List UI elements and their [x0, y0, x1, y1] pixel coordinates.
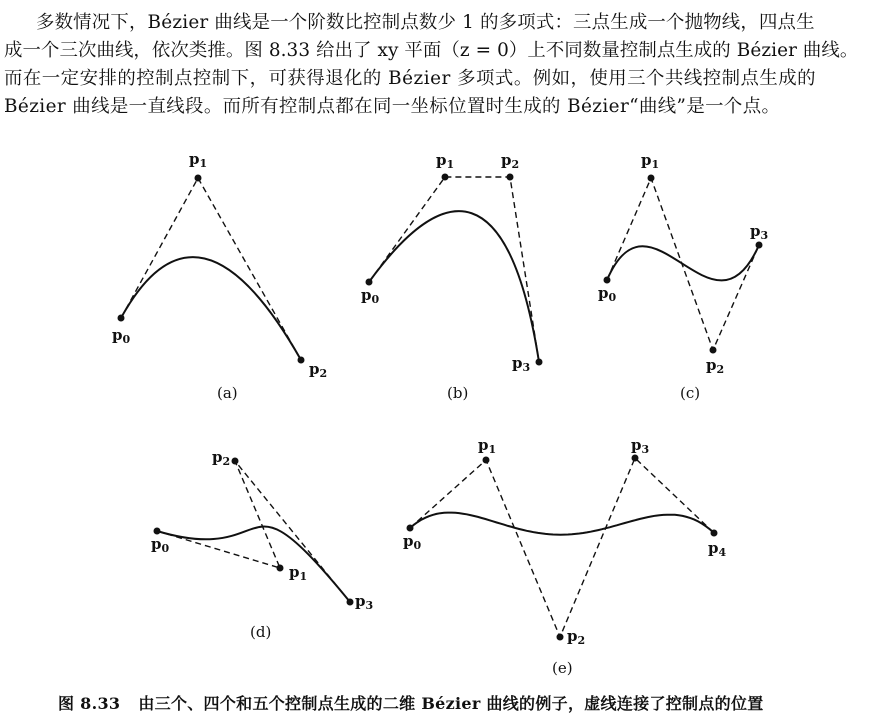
figure-b-control-point-p3	[536, 359, 543, 366]
figure-a-control-point-p2	[298, 357, 305, 364]
figure-a-control-point-p1	[195, 175, 202, 182]
figure-e-control-point-p3	[632, 455, 639, 462]
figure-c-bezier-curve	[607, 245, 759, 280]
figure-d-control-point-p2	[232, 458, 239, 465]
figure-c-label-p2: $p_2$	[706, 356, 725, 376]
paragraph-line-4: Bézier 曲线是一直线段。而所有控制点都在同一坐标位置时生成的 Bézier“曲线”是一个点。	[4, 96, 781, 117]
figure-e-label-p0: $p_0$	[403, 532, 422, 552]
figure-b-control-point-p1	[442, 174, 449, 181]
figure-e-label-p4: $p_4$	[708, 539, 727, 559]
figure-d-control-polygon	[157, 461, 350, 602]
figure-d-label-p3: $p_3$	[355, 592, 374, 612]
figure-a-control-polygon	[121, 178, 301, 360]
paragraph-line-3: 而在一定安排的控制点控制下，可获得退化的 Bézier 多项式。例如，使用三个共线控制点生成的	[4, 68, 817, 89]
figure-e-control-point-p0	[407, 525, 414, 532]
figure-b-label-p3: $p_3$	[512, 354, 531, 374]
figure-a-bezier-curve	[121, 257, 301, 360]
figure-c-label-p3: $p_3$	[750, 222, 769, 242]
figure-d-bezier-curve	[157, 527, 350, 602]
figure-c-label-p1: $p_1$	[641, 151, 660, 171]
figure-d-label-p2: $p_2$	[212, 448, 231, 468]
figure-a-label-p1: $p_1$	[189, 150, 208, 170]
figure-a-caption: (a)	[217, 384, 238, 402]
figure-caption-text: 由三个、四个和五个控制点生成的二维 Bézier 曲线的例子，虚线连接了控制点的位置	[138, 694, 764, 713]
figure-b-bezier-curve	[369, 211, 539, 362]
figure-c-control-point-p1	[648, 175, 655, 182]
figure-e-control-point-p2	[557, 634, 564, 641]
figure-e	[403, 436, 727, 677]
figure-c-control-point-p0	[604, 277, 611, 284]
figure-caption-number: 图 8.33	[58, 694, 121, 713]
figure-b-caption: (b)	[447, 384, 469, 402]
figure-b-control-point-p0	[366, 279, 373, 286]
figure-a	[112, 150, 327, 402]
figure-e-label-p1: $p_1$	[478, 436, 497, 456]
figure-e-bezier-curve	[410, 513, 714, 535]
figure-e-label-p3: $p_3$	[631, 436, 650, 456]
figure-d-caption: (d)	[250, 623, 272, 641]
figure-e-label-p2: $p_2$	[567, 627, 586, 647]
paragraph-line-2: 成一个三次曲线，依次类推。图 8.33 给出了 xy 平面（z = 0）上不同数量控制点生成的 Bézier 曲线。	[4, 40, 859, 61]
figure-b-control-polygon	[369, 177, 539, 362]
figure-d	[151, 448, 373, 641]
figure-b-label-p0: $p_0$	[361, 286, 380, 306]
figure-d-label-p0: $p_0$	[151, 535, 170, 555]
figure-b-control-point-p2	[507, 174, 514, 181]
figure-caption	[58, 691, 764, 714]
figure-d-control-point-p0	[154, 528, 161, 535]
figure-e-control-polygon	[410, 458, 714, 637]
figure-c-control-point-p2	[710, 347, 717, 354]
figure-c-caption: (c)	[680, 384, 701, 402]
figure-e-caption: (e)	[552, 659, 573, 677]
figure-d-control-point-p3	[347, 599, 354, 606]
figure-e-control-point-p1	[483, 457, 490, 464]
figure-c-label-p0: $p_0$	[598, 284, 617, 304]
figure-d-control-point-p1	[277, 565, 284, 572]
figure-e-control-point-p4	[711, 530, 718, 537]
figure-b-label-p2: $p_2$	[501, 151, 520, 171]
figure-c-control-point-p3	[756, 242, 763, 249]
figure-c	[598, 151, 768, 402]
figure-b	[361, 151, 543, 402]
figure-a-control-point-p0	[118, 315, 125, 322]
figure-d-label-p1: $p_1$	[289, 563, 308, 583]
figure-a-label-p2: $p_2$	[309, 360, 328, 380]
figure-a-label-p0: $p_0$	[112, 326, 131, 346]
figure-b-label-p1: $p_1$	[436, 151, 455, 171]
paragraph-line-1: 多数情况下，Bézier 曲线是一个阶数比控制点数少 1 的多项式：三点生成一个抛物线，四点生	[36, 12, 815, 33]
